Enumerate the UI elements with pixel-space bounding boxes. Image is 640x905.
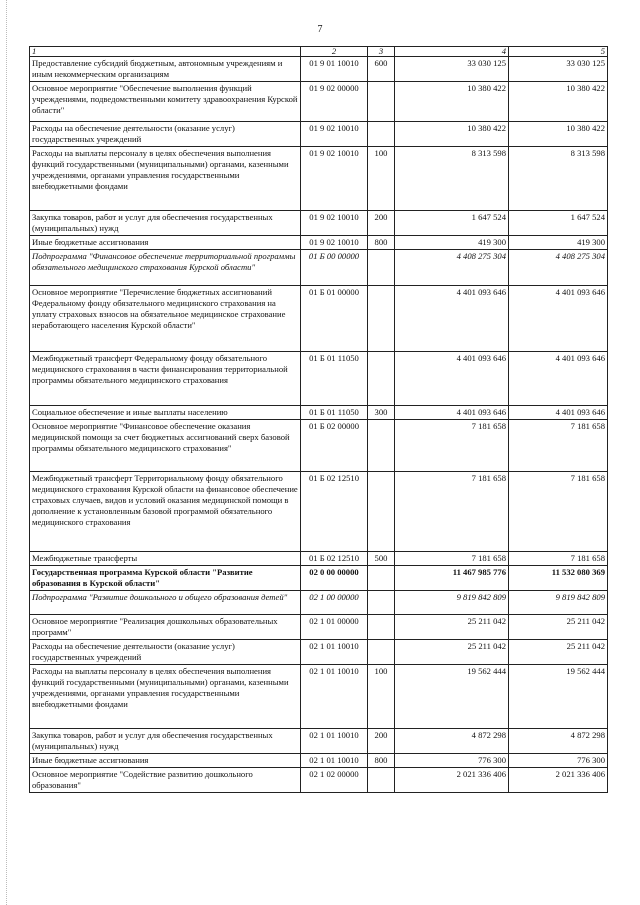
cell-csr: 01 Б 02 00000 [301,420,368,472]
cell-name: Межбюджетный трансферт Федеральному фонду обязательного медицинского страхования в части финансирования территориальной программы обязательного медицинского страхования [30,352,301,406]
budget-table-container [29,46,603,793]
header-col-sum1: 4 [395,47,509,57]
table-row [30,82,608,122]
cell-csr: 02 1 01 00000 [301,615,368,640]
table-row [30,615,608,640]
cell-sum2: 10 380 422 [509,82,608,122]
table-row [30,420,608,472]
cell-sum2: 19 562 444 [509,665,608,729]
cell-sum2: 419 300 [509,236,608,250]
cell-csr: 01 9 02 10010 [301,122,368,147]
table-row [30,122,608,147]
cell-vr [368,250,395,286]
cell-sum2: 4 872 298 [509,729,608,754]
table-row [30,406,608,420]
cell-sum1: 33 030 125 [395,57,509,82]
cell-sum1: 25 211 042 [395,640,509,665]
cell-name: Государственная программа Курской области "Развитие образования в Курской области" [30,566,301,591]
cell-sum2: 7 181 658 [509,420,608,472]
table-row [30,352,608,406]
cell-sum1: 419 300 [395,236,509,250]
cell-vr: 200 [368,211,395,236]
cell-sum1: 7 181 658 [395,420,509,472]
cell-vr [368,640,395,665]
header-col-name: 1 [30,47,301,57]
cell-sum1: 9 819 842 809 [395,591,509,615]
table-body [30,57,608,793]
table-row [30,552,608,566]
table-row [30,729,608,754]
cell-name: Иные бюджетные ассигнования [30,754,301,768]
cell-name: Расходы на обеспечение деятельности (оказание услуг) государственных учреждений [30,122,301,147]
cell-name: Основное мероприятие "Содействие развитию дошкольного образования" [30,768,301,793]
table-row [30,768,608,793]
cell-csr: 02 1 00 00000 [301,591,368,615]
cell-sum2: 4 408 275 304 [509,250,608,286]
cell-csr: 01 Б 01 11050 [301,352,368,406]
cell-sum1: 19 562 444 [395,665,509,729]
table-row [30,236,608,250]
cell-vr [368,472,395,552]
cell-vr: 300 [368,406,395,420]
cell-vr: 800 [368,236,395,250]
cell-vr [368,420,395,472]
cell-sum2: 4 401 093 646 [509,286,608,352]
cell-vr [368,352,395,406]
cell-name: Подпрограмма "Финансовое обеспечение территориальной программы обязательного медицинского страхования Курской области" [30,250,301,286]
cell-sum1: 25 211 042 [395,615,509,640]
cell-csr: 01 9 02 10010 [301,147,368,211]
cell-sum1: 2 021 336 406 [395,768,509,793]
cell-sum2: 9 819 842 809 [509,591,608,615]
table-row [30,57,608,82]
cell-sum2: 1 647 524 [509,211,608,236]
cell-name: Расходы на выплаты персоналу в целях обеспечения выполнения функций государственными (муниципальными) органами, казенными учреждениями, органами управления государственными внебюджетными фондами [30,147,301,211]
cell-csr: 01 9 02 10010 [301,236,368,250]
table-row [30,665,608,729]
cell-sum1: 10 380 422 [395,122,509,147]
cell-name: Иные бюджетные ассигнования [30,236,301,250]
cell-vr: 100 [368,147,395,211]
cell-vr [368,566,395,591]
page-number: 7 [317,24,323,35]
cell-sum1: 4 408 275 304 [395,250,509,286]
cell-vr [368,591,395,615]
cell-sum2: 25 211 042 [509,615,608,640]
cell-csr: 02 1 02 00000 [301,768,368,793]
cell-vr: 500 [368,552,395,566]
table-row [30,286,608,352]
cell-sum2: 10 380 422 [509,122,608,147]
cell-sum2: 33 030 125 [509,57,608,82]
cell-vr [368,615,395,640]
table-row [30,566,608,591]
cell-name: Межбюджетные трансферты [30,552,301,566]
budget-table [29,46,608,793]
cell-sum1: 776 300 [395,754,509,768]
cell-sum2: 8 313 598 [509,147,608,211]
cell-sum1: 4 401 093 646 [395,352,509,406]
cell-sum1: 7 181 658 [395,472,509,552]
cell-csr: 02 1 01 10010 [301,665,368,729]
cell-sum2: 11 532 080 369 [509,566,608,591]
cell-name: Основное мероприятие "Перечисление бюджетных ассигнований Федеральному фонду обязательного медицинского страхования на уплату страховых взносов на обязательное медицинское страхование неработающего населения Курской области" [30,286,301,352]
cell-vr: 800 [368,754,395,768]
cell-sum1: 8 313 598 [395,147,509,211]
cell-csr: 02 1 01 10010 [301,729,368,754]
cell-name: Основное мероприятие "Финансовое обеспечение оказания медицинской помощи за счет бюджетных ассигнований сверх базовой программы обязательного медицинского страхования" [30,420,301,472]
cell-csr: 01 9 02 00000 [301,82,368,122]
header-row [30,47,608,57]
table-row [30,147,608,211]
header-col-csr: 2 [301,47,368,57]
cell-vr: 600 [368,57,395,82]
cell-sum2: 7 181 658 [509,552,608,566]
cell-csr: 01 Б 01 11050 [301,406,368,420]
table-row [30,754,608,768]
cell-sum2: 4 401 093 646 [509,406,608,420]
cell-csr: 01 Б 01 00000 [301,286,368,352]
cell-vr: 200 [368,729,395,754]
cell-csr: 01 Б 02 12510 [301,552,368,566]
cell-sum1: 10 380 422 [395,82,509,122]
cell-vr [368,122,395,147]
cell-sum2: 776 300 [509,754,608,768]
cell-sum2: 4 401 093 646 [509,352,608,406]
page-edge-dots [6,0,8,905]
cell-sum1: 7 181 658 [395,552,509,566]
table-row [30,250,608,286]
cell-vr [368,768,395,793]
cell-name: Закупка товаров, работ и услуг для обеспечения государственных (муниципальных) нужд [30,211,301,236]
cell-csr: 02 1 01 10010 [301,754,368,768]
cell-sum1: 4 872 298 [395,729,509,754]
cell-name: Основное мероприятие "Обеспечение выполнения функций учреждениями, подведомственными комитету здравоохранения Курской области" [30,82,301,122]
table-row [30,472,608,552]
cell-name: Межбюджетный трансферт Территориальному фонду обязательного медицинского страхования Курской области на финансовое обеспечение страховых случаев, видов и условий оказания медицинской помощи в дополнение к установленным базовой программой обязательного медицинского страхования [30,472,301,552]
cell-name: Расходы на выплаты персоналу в целях обеспечения выполнения функций государственными (муниципальными) органами, казенными учреждениями, органами управления государственными внебюджетными фондами [30,665,301,729]
cell-csr: 01 9 02 10010 [301,211,368,236]
header-col-sum2: 5 [509,47,608,57]
cell-csr: 01 9 01 10010 [301,57,368,82]
cell-csr: 02 1 01 10010 [301,640,368,665]
cell-vr [368,286,395,352]
cell-sum2: 2 021 336 406 [509,768,608,793]
cell-csr: 02 0 00 00000 [301,566,368,591]
cell-sum2: 25 211 042 [509,640,608,665]
cell-name: Закупка товаров, работ и услуг для обеспечения государственных (муниципальных) нужд [30,729,301,754]
cell-sum2: 7 181 658 [509,472,608,552]
table-row [30,591,608,615]
cell-sum1: 1 647 524 [395,211,509,236]
cell-sum1: 4 401 093 646 [395,406,509,420]
cell-sum1: 4 401 093 646 [395,286,509,352]
cell-vr [368,82,395,122]
cell-csr: 01 Б 00 00000 [301,250,368,286]
table-row [30,211,608,236]
cell-name: Основное мероприятие "Реализация дошкольных образовательных программ" [30,615,301,640]
table-row [30,640,608,665]
cell-name: Расходы на обеспечение деятельности (оказание услуг) государственных учреждений [30,640,301,665]
cell-name: Подпрограмма "Развитие дошкольного и общего образования детей" [30,591,301,615]
cell-sum1: 11 467 985 776 [395,566,509,591]
cell-name: Предоставление субсидий бюджетным, автономным учреждениям и иным некоммерческим организациям [30,57,301,82]
cell-name: Социальное обеспечение и иные выплаты населению [30,406,301,420]
cell-csr: 01 Б 02 12510 [301,472,368,552]
cell-vr: 100 [368,665,395,729]
header-col-vr: 3 [368,47,395,57]
